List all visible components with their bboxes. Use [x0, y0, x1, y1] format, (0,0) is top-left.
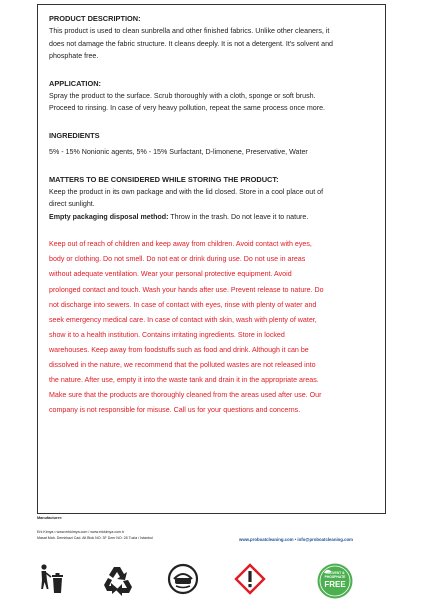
warning-line: without adequate ventilation. Wear your personal protective equipment. Avoid — [49, 270, 292, 279]
product-label-box — [37, 4, 386, 514]
application-line: Proceed to rinsing. In case of very heavy pollution, repeat the same process once more. — [49, 104, 326, 113]
warning-line: seek emergency medical care. In case of contact with skin, wash with plenty of water, — [49, 315, 317, 324]
application-heading: APPLICATION: — [49, 78, 102, 88]
application-line: Spray the product to the surface. Scrub thoroughly with a cloth, sponge or soft brush. — [49, 92, 316, 101]
badge-line1: SOLVENT & — [325, 571, 345, 575]
warning-line: the nature. After use, empty it into the waste tank and drain it in the appropriate areas. — [49, 376, 319, 385]
warning-line: show it to a health institution. Contains irritating ingredients. Store in locked — [49, 330, 285, 339]
trash-bin-person-icon — [37, 563, 67, 601]
ingredients-heading: INGREDIENTS — [49, 130, 100, 140]
disposal-text: Throw in the trash. Do not leave it to nature. — [168, 212, 309, 221]
solvent-phosphate-free-badge-icon — [315, 563, 355, 599]
eye-protection-icon — [167, 563, 199, 599]
badge-free: FREE — [324, 580, 346, 589]
manufacturer-address: Masat Mah. Demirkazi Cad. All Blok NO: 3F Dzer NO: 28 Tuzla / Istanbul — [37, 536, 153, 540]
warning-line: warehouses. Keep away from foodstuffs such as food and drink. Although it can be — [49, 345, 309, 354]
storage-heading: MATTERS TO BE CONSIDERED WHILE STORING THE PRODUCT: — [49, 174, 279, 184]
disposal-label: Empty packaging disposal method: — [49, 212, 169, 221]
badge-line2: PHOSPHATE — [324, 575, 346, 579]
recycle-icon — [98, 563, 138, 599]
manufacturer-label: Manufacturer: — [37, 516, 63, 520]
irritant-warning-icon — [234, 563, 266, 597]
warning-line: prolonged contact and touch. Wash your hands after use. Prevent release to nature. Do — [49, 285, 324, 294]
warning-line: Make sure that the products are thoroughly cleaned from the areas used after use. Our — [49, 391, 322, 400]
warning-line: body or clothing. Do not smell. Do not eat or drink during use. Do not use in areas — [49, 255, 306, 264]
website-links: www.proboatcleaning.com • info@proboatcleaning.com — [239, 537, 353, 542]
manufacturer-name: Erk Kimya • www.erkkimya.com / www.erkkimya.com.tr — [37, 530, 125, 534]
icon-row — [37, 563, 387, 603]
warning-line: company is not responsible for misuse. Call us for your questions and concerns. — [49, 406, 301, 415]
storage-line: direct sunlight. — [49, 200, 95, 209]
description-line: does not damage the fabric structure. It cleans deeply. It is not a detergent. It's solvent and — [49, 39, 333, 48]
description-heading: PRODUCT DESCRIPTION: — [49, 14, 141, 23]
ingredients-text: 5% - 15% Nonionic agents, 5% - 15% Surfactant, D-limonene, Preservative, Water — [49, 148, 308, 157]
description-line: This product is used to clean sunbrella and other finished fabrics. Unlike other cleaners, it — [49, 27, 330, 36]
disposal-method — [49, 211, 376, 223]
warning-line: Keep out of reach of children and keep away from children. Avoid contact with eyes, — [49, 240, 312, 249]
storage-line: Keep the product in its own package and with the lid closed. Store in a cool place out of — [49, 188, 324, 197]
warning-line: not discharge into sewers. In case of contact with eyes, rinse with plenty of water and — [49, 300, 317, 309]
warning-text-block — [49, 237, 376, 418]
label-footer — [37, 516, 387, 600]
warning-line: dissolved in the nature, we recommend that the polluted wastes are not released into — [49, 361, 316, 370]
description-line: phosphate free. — [49, 52, 99, 61]
